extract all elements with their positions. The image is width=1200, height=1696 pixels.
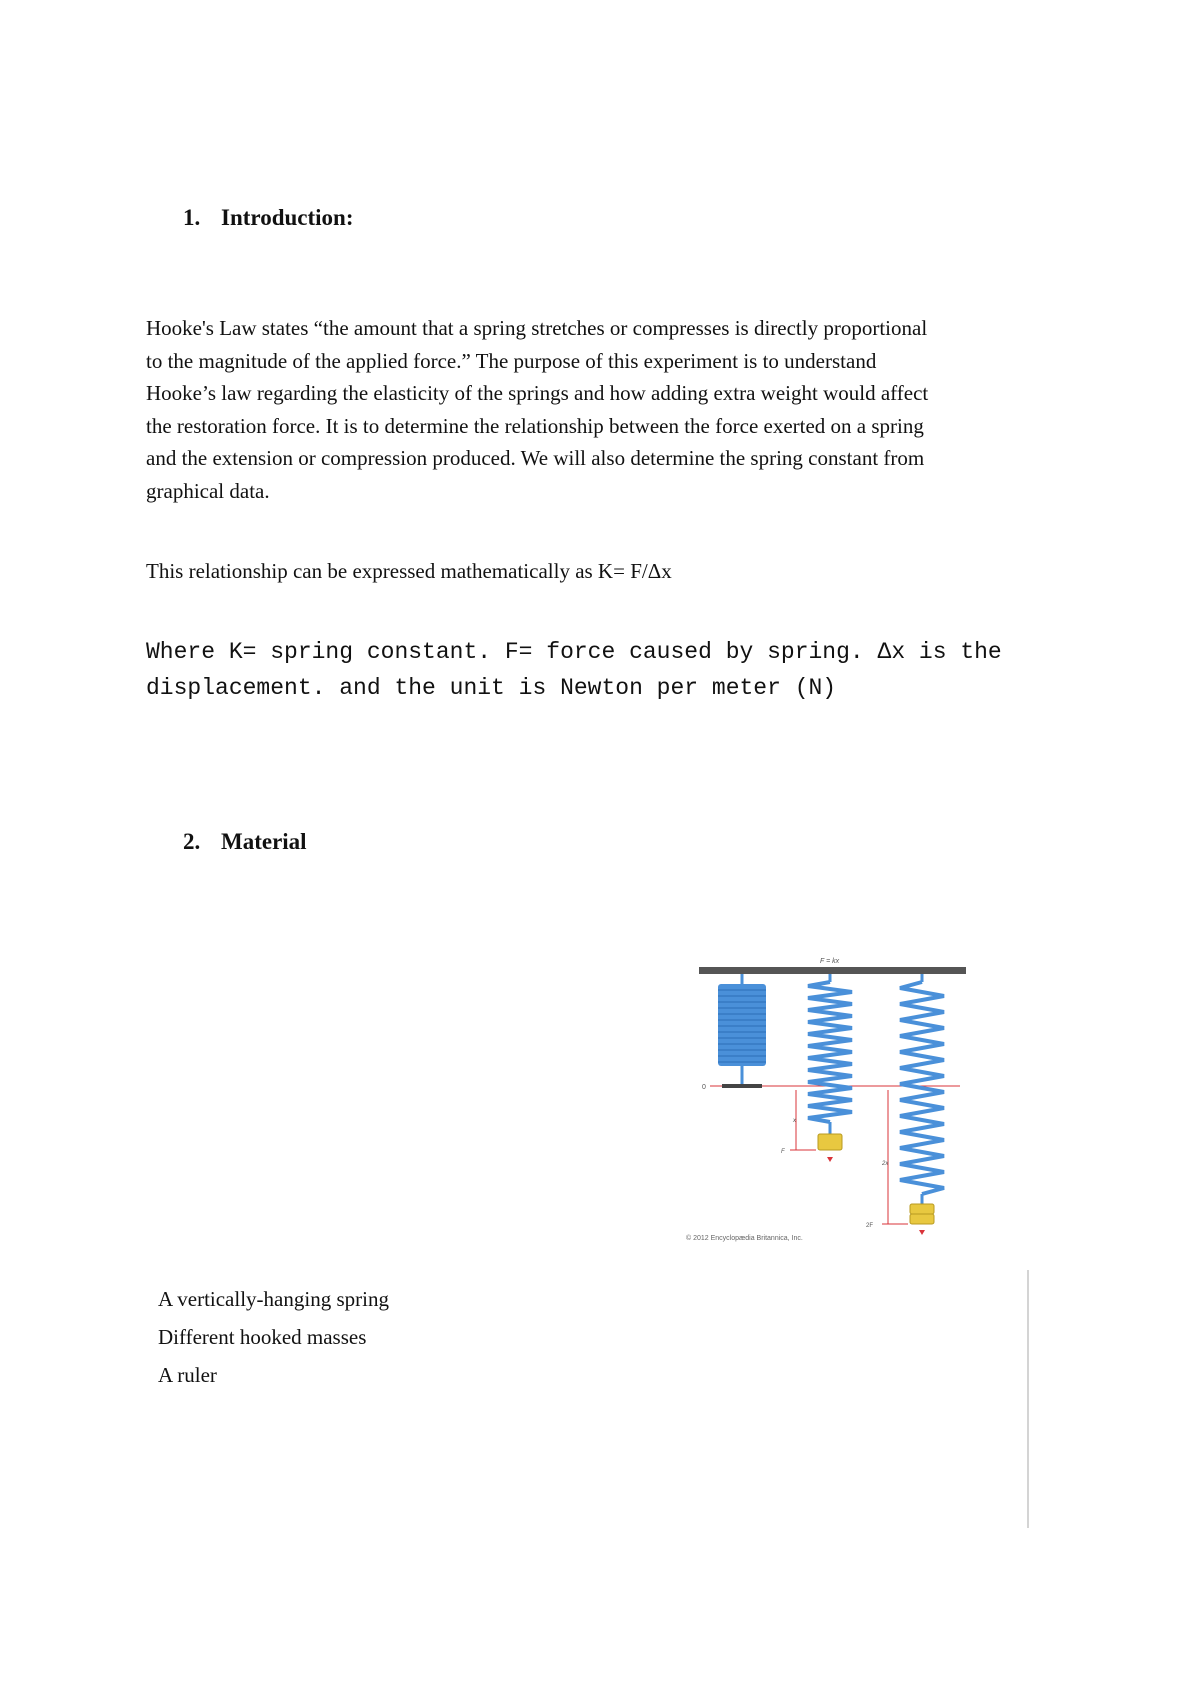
spring-stretched-2x [882,974,944,1235]
section-1-title: Introduction: [221,205,354,230]
intro-paragraph [146,312,1066,507]
support-bar [699,967,966,974]
spring-unloaded [718,974,766,1088]
list-item: A vertically-hanging spring [158,1287,389,1311]
section-1-number: 1. [183,205,201,230]
intro-line: to the magnitude of the applied force.” The purpose of this experiment is to understand [146,348,877,373]
vertical-divider [1027,1270,1029,1528]
definition-text [146,634,1002,706]
list-item: Different hooked masses [158,1325,367,1349]
section-1-heading [183,205,354,231]
intro-line: graphical data. [146,478,270,503]
definition-line: Where K= spring constant. F= force caused by spring. Δx is the [146,639,1002,665]
fig-top-label: F = kx [820,958,840,965]
fig-f-label: F [781,1149,785,1155]
section-2-heading [183,829,307,855]
formula-line: This relationship can be expressed mathematically as K= F/Δx [146,559,672,583]
fig-2f-label: 2F [866,1223,874,1229]
fig-2x-label: 2x [882,1161,889,1167]
intro-line: Hooke's Law states “the amount that a spring stretches or compresses is directly proportional [146,316,928,340]
intro-line: and the extension or compression produced. We will also determine the spring constant from [146,446,925,470]
list-item: A ruler [158,1363,217,1387]
definition-line: displacement. and the unit is Newton per meter (N) [146,675,837,701]
fig-x-label: x [793,1118,796,1124]
fig-credit: © 2012 Encyclopædia Britannica, Inc. [686,1235,803,1242]
section-2-title: Material [221,829,307,854]
spring-stretched-x [790,974,852,1162]
fig-zero-label: 0 [702,1084,706,1091]
section-2-number: 2. [183,829,201,854]
hookes-law-figure [680,950,970,1260]
intro-line: Hooke’s law regarding the elasticity of the springs and how adding extra weight would affect [146,381,929,405]
intro-line: the restoration force. It is to determine the relationship between the force exerted on a spring [146,413,924,438]
materials-list [158,1280,389,1394]
